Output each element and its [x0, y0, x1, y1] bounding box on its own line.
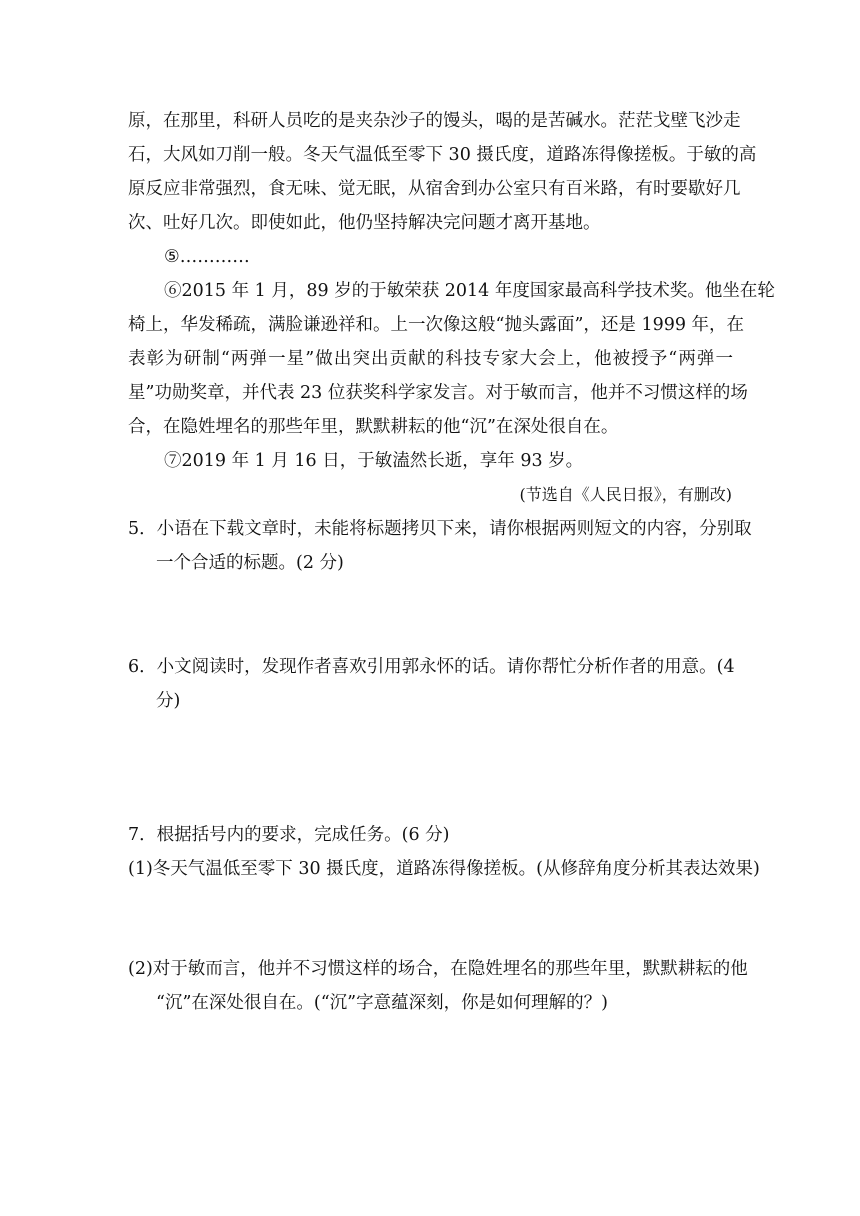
- paragraph-4-line-4: 次、吐好几次。即使如此，他仍坚持解决完问题才离开基地。: [128, 213, 601, 233]
- source-citation: (节选自《人民日报》，有删改): [519, 485, 732, 504]
- paragraph-5-ellipsis: ⑤…………: [164, 247, 250, 267]
- paragraph-6-line-3: 表彰为研制“两弹一星”做出突出贡献的科技专家大会上，他被授予“两弹一: [128, 349, 733, 369]
- paragraph-4-line-2: 石，大风如刀削一般。冬天气温低至零下 30 摄氏度，道路冻得像搓板。于敏的高: [128, 145, 757, 165]
- question-5-line-2: 一个合适的标题。(2 分): [156, 553, 344, 573]
- question-7-part-2-line-2: “沉”在深处很自在。(“沉”字意蕴深刻，你是如何理解的？): [156, 993, 608, 1013]
- question-6-line-1: 6．小文阅读时，发现作者喜欢引用郭永怀的话。请你帮忙分析作者的用意。(4: [128, 657, 735, 677]
- paragraph-7: ⑦2019 年 1 月 16 日，于敏溘然长逝，享年 93 岁。: [164, 451, 584, 471]
- paragraph-6-line-1: ⑥2015 年 1 月，89 岁的于敏荣获 2014 年度国家最高科学技术奖。他坐在轮: [164, 281, 775, 301]
- paragraph-6-line-4: 星”功勋奖章，并代表 23 位获奖科学家发言。对于敏而言，他并不习惯这样的场: [128, 383, 748, 403]
- paragraph-6-line-2: 椅上，华发稀疏，满脸谦逊祥和。上一次像这般“抛头露面”，还是 1999 年，在: [128, 315, 745, 335]
- question-7-title: 7．根据括号内的要求，完成任务。(6 分): [128, 825, 450, 845]
- paragraph-6-line-5: 合，在隐姓埋名的那些年里，默默耕耘的他“沉”在深处很自在。: [128, 417, 619, 437]
- paragraph-4-line-1: 原，在那里，科研人员吃的是夹杂沙子的馒头，喝的是苦碱水。茫茫戈壁飞沙走: [128, 111, 741, 131]
- paragraph-4-line-3: 原反应非常强烈，食无味、觉无眠，从宿舍到办公室只有百米路，有时要歇好几: [128, 179, 741, 199]
- question-5-line-1: 5．小语在下载文章时，未能将标题拷贝下来，请你根据两则短文的内容，分别取: [128, 519, 752, 539]
- question-7-part-2-line-1: (2)对于敏而言，他并不习惯这样的场合，在隐姓埋名的那些年里，默默耕耘的他: [128, 959, 748, 979]
- question-7-part-1: (1)冬天气温低至零下 30 摄氏度，道路冻得像搓板。(从修辞角度分析其表达效果): [128, 859, 760, 879]
- question-6-line-2: 分): [156, 691, 181, 711]
